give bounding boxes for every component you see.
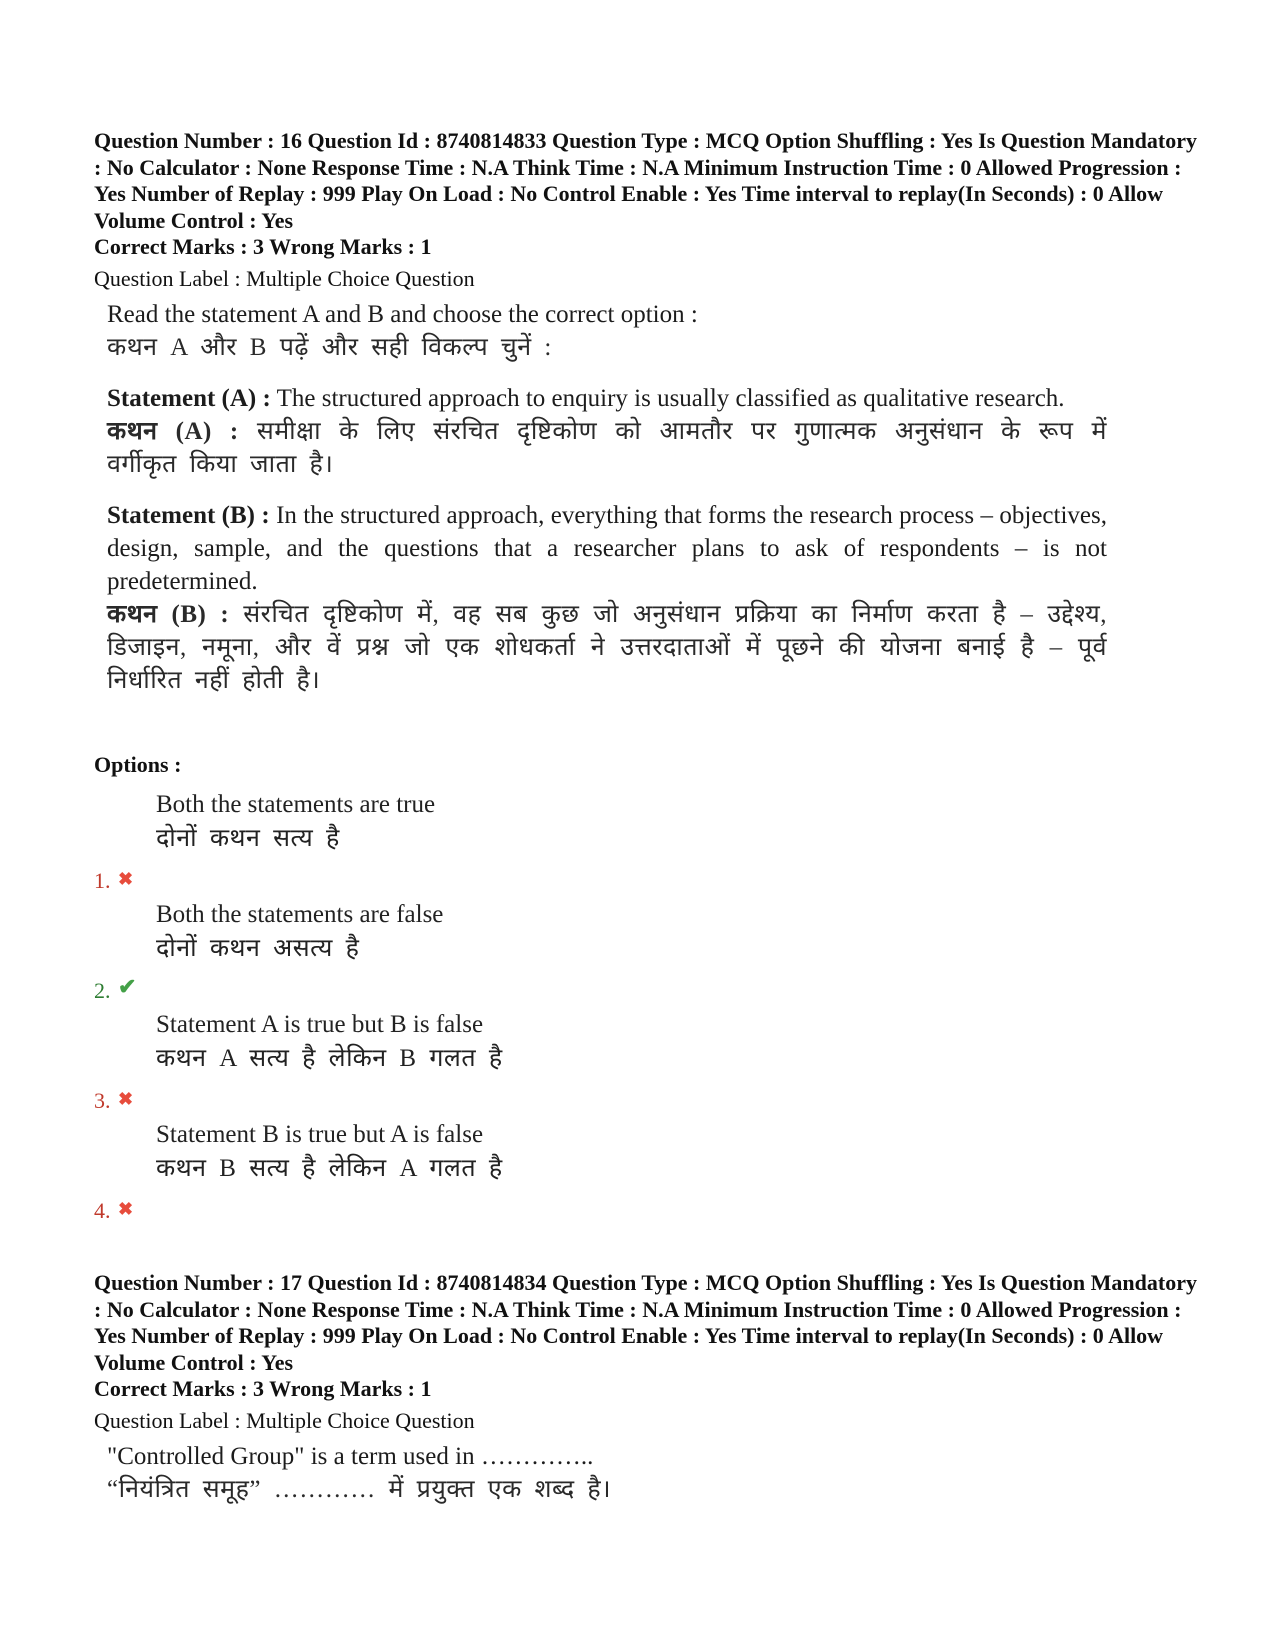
statement-a-label: Statement (A) : bbox=[107, 385, 271, 412]
wrong-cross-icon: ✖ bbox=[118, 1089, 134, 1109]
option-number: 2. bbox=[94, 978, 111, 1003]
question-17-meta: Question Number : 17 Question Id : 8740814834 Question Type : MCQ Option Shuffling : Yes Is Question Mandatory : No Calculator : None Response Time : N.A Think Time : N.A Minimum Instruction Time : 0 Allowed Progression : Yes Number of Replay : 999 Play On Load : No Control Enable : Yes Time interval to replay(In Seconds) : 0 Allow Volume Control : Yes bbox=[94, 1270, 1197, 1375]
option-text bbox=[156, 1118, 503, 1186]
question-17-body bbox=[107, 1440, 1107, 1506]
statement-b-hi-text: संरचित दृष्टिकोण में, वह सब कुछ जो अनुसंधान प्रक्रिया का निर्माण करता है – उद्देश्य, डिजाइन, नमूना, और वें प्रश्न जो एक शोधकर्ता ने उत्तरदाताओं में पूछने की योजना बनाई है – पूर्व निर्धारित नहीं होती है। bbox=[107, 601, 1108, 694]
question-16-body bbox=[107, 298, 1107, 697]
statement-a-hi-label: कथन (A) : bbox=[107, 418, 239, 445]
option-number: 3. bbox=[94, 1088, 111, 1113]
option-text bbox=[156, 788, 435, 856]
options-label: Options : bbox=[94, 752, 182, 777]
statement-a-text: The structured approach to enquiry is usually classified as qualitative research. bbox=[270, 385, 1065, 412]
option-number: 1. bbox=[94, 868, 111, 893]
question-16-label: Question Label : Multiple Choice Question bbox=[94, 266, 475, 291]
statement-a-en bbox=[107, 382, 1107, 415]
instruction-en: Read the statement A and B and choose the correct option : bbox=[107, 301, 698, 328]
wrong-cross-icon: ✖ bbox=[118, 1199, 134, 1219]
statement-b-en bbox=[107, 499, 1107, 598]
option-text-en: Both the statements are true bbox=[156, 791, 436, 818]
option-text-hi: दोनों कथन असत्य है bbox=[156, 935, 360, 962]
option-4 bbox=[94, 1118, 694, 1228]
option-2 bbox=[94, 898, 694, 1008]
option-3 bbox=[94, 1008, 694, 1118]
instruction-hi: कथन A और B पढ़ें और सही विकल्प चुनें : bbox=[107, 334, 552, 361]
statement-b-text: In the structured approach, everything that forms the research process – objectives, design, sample, and the questions that a researcher plans to ask of respondents – is not predetermined. bbox=[107, 502, 1107, 595]
question-16-marks: Correct Marks : 3 Wrong Marks : 1 bbox=[94, 234, 432, 259]
question-17-marks: Correct Marks : 3 Wrong Marks : 1 bbox=[94, 1376, 432, 1401]
statement-a-hi-text: समीक्षा के लिए संरचित दृष्टिकोण को आमतौर पर गुणात्मक अनुसंधान के रूप में वर्गीकृत किया जाता है। bbox=[107, 418, 1107, 478]
statement-b-hi bbox=[107, 598, 1107, 697]
option-text-en: Both the statements are false bbox=[156, 901, 444, 928]
option-number: 4. bbox=[94, 1198, 111, 1223]
question-17-text-en: "Controlled Group" is a term used in ………….. bbox=[107, 1443, 594, 1470]
option-text-hi: दोनों कथन सत्य है bbox=[156, 825, 340, 852]
option-text-en: Statement A is true but B is false bbox=[156, 1011, 484, 1038]
statement-a-hi bbox=[107, 415, 1107, 481]
statement-b-hi-label: कथन (B) : bbox=[107, 601, 230, 628]
option-text bbox=[156, 898, 443, 966]
option-text-hi: कथन B सत्य है लेकिन A गलत है bbox=[156, 1155, 503, 1182]
wrong-cross-icon: ✖ bbox=[118, 869, 134, 889]
question-16-meta: Question Number : 16 Question Id : 8740814833 Question Type : MCQ Option Shuffling : Yes Is Question Mandatory : No Calculator : None Response Time : N.A Think Time : N.A Minimum Instruction Time : 0 Allowed Progression : Yes Number of Replay : 999 Play On Load : No Control Enable : Yes Time interval to replay(In Seconds) : 0 Allow Volume Control : Yes bbox=[94, 128, 1197, 233]
question-17-label: Question Label : Multiple Choice Question bbox=[94, 1408, 475, 1433]
option-text-hi: कथन A सत्य है लेकिन B गलत है bbox=[156, 1045, 503, 1072]
option-text bbox=[156, 1008, 503, 1076]
option-text-en: Statement B is true but A is false bbox=[156, 1121, 484, 1148]
correct-check-icon: ✔ bbox=[118, 974, 137, 999]
statement-b-label: Statement (B) : bbox=[107, 502, 270, 529]
option-1 bbox=[94, 788, 694, 898]
question-17-text-hi: “नियंत्रित समूह” ………… में प्रयुक्त एक शब्द है। bbox=[107, 1476, 612, 1503]
